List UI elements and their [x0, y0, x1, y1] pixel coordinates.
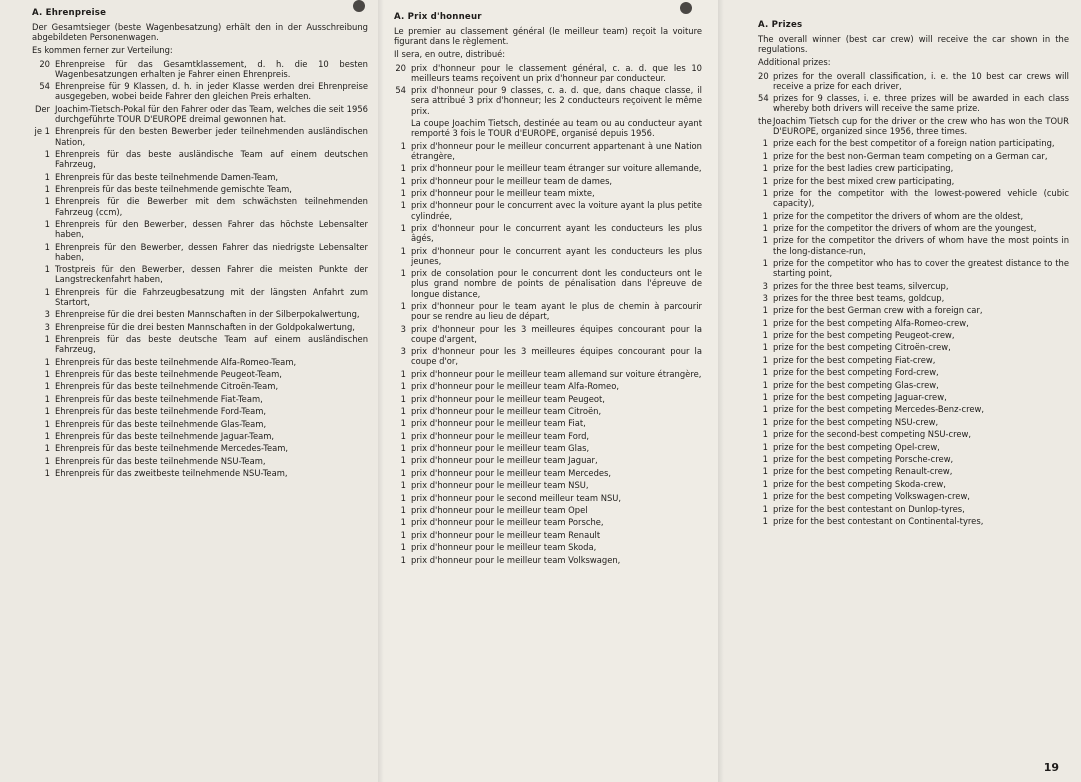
prize-count: 1: [44, 218, 50, 229]
list-item: [758, 404, 1069, 414]
prize-count: 1: [400, 542, 406, 553]
prize-description: prize for the competitor the drivers of whom have the most points in the long-distance-run,: [773, 235, 1069, 256]
prize-description: Ehrenpreise für die drei besten Mannschaften in der Silberpokalwertung,: [55, 309, 360, 320]
prize-count: 1: [762, 354, 768, 365]
prize-count: 54: [758, 93, 769, 104]
list-item: [32, 406, 368, 416]
english-intro-paragraph: The overall winner (best car crew) will receive the car shown in the regulations.: [758, 34, 1069, 55]
prize-count: 1: [762, 441, 768, 452]
prize-count: 1: [762, 222, 768, 233]
prize-description: prizes for the overall classification, i. e. the 10 best car crews will receive a prize for each driver,: [773, 70, 1069, 91]
list-item: [758, 380, 1069, 390]
prize-description: prix d'honneur pour le meilleur team Mercedes,: [411, 467, 612, 478]
list-item: [394, 493, 702, 503]
list-item: [394, 118, 702, 138]
french-heading: A. Prix d'honneur: [394, 12, 482, 22]
prize-count: 20: [395, 62, 406, 73]
prize-count: 1: [44, 196, 50, 207]
list-item: [394, 418, 702, 428]
prize-description: Ehrenpreise für die drei besten Mannschaften in der Goldpokalwertung,: [55, 321, 355, 332]
prize-description: Ehrenpreis für die Bewerber mit dem schwächsten teilnehmenden Fahrzeug (ccm),: [55, 196, 368, 217]
list-item: [758, 151, 1069, 161]
prize-description: prix d'honneur pour le meilleur team mixte,: [411, 187, 595, 198]
list-item: [394, 324, 702, 344]
list-item: [32, 287, 368, 307]
prize-count: 54: [395, 85, 406, 96]
list-item: [758, 392, 1069, 402]
prize-description: Ehrenpreis für das beste teilnehmende Mercedes-Team,: [55, 443, 289, 454]
prize-count: 1: [762, 367, 768, 378]
list-item: [32, 184, 368, 194]
prize-description: prize for the best competing Renault-crew,: [773, 466, 953, 477]
list-item: [394, 346, 702, 366]
prize-description: prix d'honneur pour le meilleur team étranger sur voiture allemande,: [411, 163, 702, 174]
prize-description: prize for the competitor who has to cover the greatest distance to the starting point,: [773, 257, 1069, 279]
prize-count: 1: [44, 264, 50, 275]
prize-count: 1: [762, 210, 768, 221]
english-prize-list: [758, 71, 1069, 527]
binding-hole: [680, 2, 692, 14]
list-item: [758, 116, 1069, 136]
list-item: [758, 491, 1069, 501]
list-item: [758, 188, 1069, 208]
french-intro-paragraph: Le premier au classement général (le meilleur team) reçoit la voiture figurant dans le règlement.: [394, 26, 702, 47]
prize-description: prize for the best competing NSU-crew,: [773, 416, 939, 427]
prize-description: prize for the best competing Porsche-crew,: [773, 453, 954, 464]
prize-description: prizes for the three best teams, goldcup,: [773, 292, 945, 303]
prize-description: prix d'honneur pour le meilleur team Fiat,: [411, 418, 586, 429]
list-item: [32, 322, 368, 332]
prize-description: prize for the best competing Mercedes-Benz-crew,: [773, 404, 985, 415]
prize-description: prix d'honneur pour le meilleur team allemand sur voiture étrangère,: [411, 368, 702, 379]
german-page: [0, 0, 378, 782]
prize-count: 1: [762, 235, 768, 246]
prize-description: Ehrenpreis für den Bewerber, dessen Fahrer das höchste Lebensalter haben,: [55, 218, 368, 240]
prize-description: prix d'honneur pour le meilleur team Skoda,: [411, 542, 597, 553]
prize-count: 3: [400, 323, 406, 334]
prize-description: prize for the best competing Alfa-Romeo-crew,: [773, 317, 969, 328]
prize-description: Ehrenpreis für das zweitbeste teilnehmende NSU-Team,: [55, 468, 288, 479]
prize-description: prize for the best competing Ford-crew,: [773, 367, 939, 378]
prize-description: prix d'honneur pour le concurrent ayant les conducteurs les plus âgés,: [411, 222, 702, 244]
prize-count: 1: [400, 222, 406, 233]
prize-description: prize for the best competing Skoda-crew,: [773, 478, 946, 489]
prize-description: Ehrenpreis für den Bewerber, dessen Fahrer das niedrigste Lebensalter haben,: [55, 241, 368, 262]
prize-count: 1: [762, 404, 768, 415]
prize-description: prize for the best contestant on Dunlop-tyres,: [773, 503, 965, 514]
prize-count: 1: [400, 418, 406, 429]
prize-count: 1: [400, 480, 406, 491]
list-item: [32, 369, 368, 379]
list-item: [758, 211, 1069, 221]
list-item: [394, 443, 702, 453]
prize-description: prize for the best contestant on Continental-tyres,: [773, 515, 984, 526]
list-item: [758, 330, 1069, 340]
prize-description: prize for the best mixed crew participating,: [773, 175, 955, 186]
list-item: [394, 555, 702, 565]
list-item: [394, 480, 702, 490]
prize-description: prix d'honneur pour 9 classes, c. a. d. que, dans chaque classe, il sera attribué 3 prix d'honneur; les 2 conducteurs reçoivent le même prix.: [411, 85, 702, 116]
prize-count: 1: [400, 245, 406, 256]
prize-description: prize for the competitor the drivers of whom are the youngest,: [773, 222, 1037, 233]
prize-count: 1: [762, 330, 768, 341]
french-intro-paragraph: Il sera, en outre, distribué:: [394, 49, 506, 60]
prize-description: prix d'honneur pour le meilleur team de dames,: [411, 175, 613, 186]
prize-count: 1: [762, 453, 768, 464]
list-item: [394, 141, 702, 161]
prize-description: Ehrenpreis für das beste teilnehmende gemischte Team,: [55, 183, 292, 194]
prize-count: 1: [400, 492, 406, 503]
prize-count: [394, 118, 411, 138]
prize-count: 1: [762, 305, 768, 316]
prize-description: prize for the second-best competing NSU-crew,: [773, 429, 972, 440]
list-item: [32, 242, 368, 262]
list-item: [758, 442, 1069, 452]
list-item: [394, 394, 702, 404]
list-item: [394, 163, 702, 173]
prize-description: prix d'honneur pour le second meilleur team NSU,: [411, 492, 622, 503]
list-item: [758, 479, 1069, 489]
prize-count: 1: [44, 241, 50, 252]
prize-count: 1: [400, 517, 406, 528]
list-item: [394, 381, 702, 391]
prize-description: Ehrenpreis für das beste teilnehmende Peugeot-Team,: [55, 369, 282, 380]
prize-description: Joachim-Tietsch-Pokal für den Fahrer oder das Team, welches die seit 1956 durchgeführte TOUR D'EUROPE dreimal gewonnen hat.: [55, 103, 368, 124]
list-item: [758, 223, 1069, 233]
list-item: [758, 163, 1069, 173]
list-item: [758, 417, 1069, 427]
prize-description: prize for the best competing Peugeot-crew,: [773, 330, 955, 341]
list-item: [394, 542, 702, 552]
prize-description: prize for the best competing Jaguar-crew,: [773, 392, 947, 403]
german-heading: A. Ehrenpreise: [32, 8, 107, 18]
prize-description: prize for the competitor the drivers of whom are the oldest,: [773, 210, 1024, 221]
prize-description: prize each for the best competitor of a foreign nation participating,: [773, 138, 1055, 149]
prize-description: prix d'honneur pour le meilleur team Peugeot,: [411, 393, 605, 404]
list-item: [758, 504, 1069, 514]
prize-count: 1: [400, 443, 406, 454]
prize-count: 3: [44, 309, 50, 320]
prize-count: 1: [400, 505, 406, 516]
prize-count: 1: [44, 468, 50, 479]
list-item: [394, 268, 702, 299]
prize-description: Ehrenpreis für das beste teilnehmende Jaguar-Team,: [55, 431, 275, 442]
prize-description: prize for the best non-German team competing on a German car,: [773, 150, 1048, 161]
prize-description: prize for the best competing Fiat-crew,: [773, 354, 936, 365]
prize-description: prix d'honneur pour le meilleur team Volkswagen,: [411, 554, 621, 565]
list-item: [394, 406, 702, 416]
list-item: [394, 223, 702, 243]
prize-count: 1: [400, 175, 406, 186]
prize-count: 1: [400, 200, 406, 211]
prize-description: prix d'honneur pour le classement général, c. a. d. que les 10 meilleurs teams reçoivent un prix d'honneur par conducteur.: [411, 62, 702, 83]
list-item: [758, 305, 1069, 315]
prize-count: 20: [758, 70, 769, 81]
list-item: [758, 71, 1069, 91]
prize-description: prix d'honneur pour le concurrent ayant les conducteurs les plus jeunes,: [411, 245, 702, 266]
prize-description: Trostpreis für den Bewerber, dessen Fahrer die meisten Punkte der Langstreckenfahrt haben,: [55, 264, 368, 285]
prize-description: Ehrenpreis für das beste teilnehmende Damen-Team,: [55, 171, 279, 182]
list-item: [758, 138, 1069, 148]
prize-description: Ehrenpreis für das beste teilnehmende Citroën-Team,: [55, 381, 279, 392]
prize-count: the: [758, 115, 772, 126]
prize-description: prize for the competitor with the lowest-powered vehicle (cubic capacity),: [773, 187, 1069, 209]
list-item: [32, 381, 368, 391]
french-prize-list: [394, 63, 702, 565]
page-gutter-shadow: [378, 0, 384, 782]
list-item: [32, 81, 368, 101]
prize-count: Der: [34, 103, 50, 114]
prize-description: prize for the best competing Opel-crew,: [773, 441, 940, 452]
prize-description: Ehrenpreis für das beste deutsche Team auf einem ausländischen Fahrzeug,: [55, 334, 368, 355]
prize-count: 3: [762, 292, 768, 303]
list-item: [758, 93, 1069, 113]
prize-count: 1: [762, 416, 768, 427]
prize-description: prix d'honneur pour le meilleur team Ford,: [411, 430, 590, 441]
list-item: [32, 431, 368, 441]
english-heading: A. Prizes: [758, 20, 803, 30]
prize-count: 1: [44, 443, 50, 454]
prize-description: prix d'honneur pour le meilleur concurrent appartenant à une Nation étrangère,: [411, 140, 702, 161]
prize-count: 1: [44, 418, 50, 429]
prize-description: Ehrenpreise für 9 Klassen, d. h. in jeder Klasse werden drei Ehrenpreise ausgegeben, wobei beide Fahrer den gleichen Preis erhalten.: [55, 81, 368, 102]
list-item: [394, 85, 702, 116]
prize-count: 1: [762, 515, 768, 526]
prize-count: 3: [400, 346, 406, 357]
english-page: [718, 0, 1081, 782]
prize-count: 1: [44, 183, 50, 194]
prize-count: 1: [762, 503, 768, 514]
prize-count: 1: [400, 163, 406, 174]
prize-count: 1: [400, 430, 406, 441]
list-item: [758, 318, 1069, 328]
list-item: [758, 454, 1069, 464]
list-item: [394, 431, 702, 441]
list-item: [32, 264, 368, 284]
prize-count: 1: [762, 187, 768, 198]
list-item: [394, 369, 702, 379]
prize-description: Ehrenpreise für das Gesamtklassement, d. h. die 10 besten Wagenbesatzungen erhalten je Fahrer einen Ehrenpreis.: [55, 58, 368, 79]
list-item: [394, 301, 702, 321]
list-item: [32, 419, 368, 429]
prize-count: je 1: [34, 126, 50, 137]
prize-description: prizes for the three best teams, silvercup,: [773, 280, 949, 291]
page-gutter-shadow: [718, 0, 724, 782]
prize-description: Ehrenpreis für das beste ausländische Team auf einem deutschen Fahrzeug,: [55, 148, 368, 170]
list-item: [32, 334, 368, 354]
list-item: [758, 516, 1069, 526]
prize-count: 1: [762, 429, 768, 440]
prize-description: prix d'honneur pour les 3 meilleures équipes concourant pour la coupe d'or,: [411, 346, 702, 367]
prize-count: 1: [44, 369, 50, 380]
prize-count: 3: [762, 280, 768, 291]
prize-description: prix d'honneur pour les 3 meilleures équipes concourant pour la coupe d'argent,: [411, 323, 702, 344]
english-intro-paragraph: Additional prizes:: [758, 57, 831, 68]
list-item: [32, 468, 368, 478]
binding-hole: [353, 0, 365, 12]
prize-count: 1: [400, 187, 406, 198]
list-item: [394, 63, 702, 83]
prize-description: Ehrenpreis für den besten Bewerber jeder teilnehmenden ausländischen Nation,: [55, 126, 368, 147]
prize-count: 1: [400, 455, 406, 466]
prize-count: 1: [762, 491, 768, 502]
prize-count: 54: [39, 81, 50, 92]
prize-description: La coupe Joachim Tietsch, destinée au team ou au conducteur ayant remporté 3 fois le TOUR d'EUROPE, organisé depuis 1956.: [411, 118, 702, 139]
list-item: [758, 281, 1069, 291]
prize-count: 1: [44, 171, 50, 182]
list-item: [394, 455, 702, 465]
prize-description: prix d'honneur pour le meilleur team Glas,: [411, 443, 590, 454]
prize-description: prize for the best competing Citroën-crew,: [773, 342, 951, 353]
page-number: 19: [1043, 761, 1059, 774]
prize-count: 1: [400, 140, 406, 151]
prize-count: 1: [44, 381, 50, 392]
prize-count: 1: [400, 393, 406, 404]
list-item: [394, 505, 702, 515]
list-item: [394, 517, 702, 527]
prize-count: 1: [44, 286, 50, 297]
prize-description: prize for the best competing Glas-crew,: [773, 379, 939, 390]
prize-count: 1: [44, 356, 50, 367]
prize-count: 1: [44, 455, 50, 466]
list-item: [32, 172, 368, 182]
prize-description: Ehrenpreis für das beste teilnehmende Fiat-Team,: [55, 393, 263, 404]
list-item: [32, 456, 368, 466]
prize-count: 1: [44, 431, 50, 442]
prize-count: 3: [44, 321, 50, 332]
list-item: [32, 149, 368, 169]
prize-description: Joachim Tietsch cup for the driver or the crew who has won the TOUR D'EUROPE, organized since 1956, three times.: [773, 115, 1069, 136]
prize-description: prize for the best German crew with a foreign car,: [773, 305, 983, 316]
prize-count: 1: [400, 381, 406, 392]
prize-description: prix d'honneur pour le meilleur team Alfa-Romeo,: [411, 381, 620, 392]
prize-count: 1: [44, 334, 50, 345]
prize-count: 1: [44, 393, 50, 404]
prize-count: 1: [400, 300, 406, 311]
prize-description: prix d'honneur pour le meilleur team NSU,: [411, 480, 589, 491]
list-item: [758, 258, 1069, 278]
list-item: [758, 235, 1069, 255]
prize-count: 1: [762, 466, 768, 477]
prize-count: 1: [44, 406, 50, 417]
prize-count: 1: [400, 529, 406, 540]
prize-description: Ehrenpreis für das beste teilnehmende NSU-Team,: [55, 455, 266, 466]
prize-count: 1: [400, 368, 406, 379]
list-item: [32, 196, 368, 216]
prize-count: 1: [400, 467, 406, 478]
prize-count: 1: [762, 163, 768, 174]
list-item: [758, 355, 1069, 365]
prize-description: prize for the best ladies crew participating,: [773, 163, 954, 174]
prize-description: prix d'honneur pour le meilleur team Citroën,: [411, 405, 602, 416]
prize-description: Ehrenpreis für das beste teilnehmende Ford-Team,: [55, 406, 267, 417]
german-intro-paragraph: Es kommen ferner zur Verteilung:: [32, 45, 173, 56]
list-item: [32, 309, 368, 319]
prize-description: Ehrenpreis für das beste teilnehmende Glas-Team,: [55, 418, 267, 429]
prize-description: prix d'honneur pour le meilleur team Porsche,: [411, 517, 604, 528]
list-item: [394, 530, 702, 540]
german-prize-list: [32, 59, 368, 479]
prize-count: 1: [762, 342, 768, 353]
prize-count: 1: [762, 392, 768, 403]
list-item: [758, 466, 1069, 476]
list-item: [758, 342, 1069, 352]
prize-description: prix de consolation pour le concurrent dont les conducteurs ont le plus grand nombre de points de pénalisation dans l'épreuve de longue distance,: [411, 268, 702, 299]
list-item: [758, 429, 1069, 439]
prize-description: Ehrenpreis für die Fahrzeugbesatzung mit der längsten Anfahrt zum Startort,: [55, 286, 368, 307]
french-page: [378, 0, 718, 782]
list-item: [32, 394, 368, 404]
prize-description: prix d'honneur pour le concurrent avec la voiture ayant la plus petite cylindrée,: [411, 200, 702, 221]
prize-description: Ehrenpreis für das beste teilnehmende Alfa-Romeo-Team,: [55, 356, 297, 367]
list-item: [758, 293, 1069, 303]
prize-count: 1: [762, 478, 768, 489]
list-item: [32, 59, 368, 79]
prize-count: 20: [39, 58, 50, 69]
prize-count: 1: [762, 379, 768, 390]
prize-count: 1: [400, 554, 406, 565]
prize-description: prix d'honneur pour le meilleur team Jaguar,: [411, 455, 598, 466]
prize-count: 1: [762, 257, 768, 268]
prize-count: 1: [400, 405, 406, 416]
prize-description: prix d'honneur pour le meilleur team Opel: [411, 505, 588, 516]
list-item: [32, 126, 368, 146]
prize-description: prizes for 9 classes, i. e. three prizes will be awarded in each class whereby both drivers will receive the same prize.: [773, 93, 1069, 114]
prize-description: prix d'honneur pour le meilleur team Renault: [411, 529, 601, 540]
prize-count: 1: [762, 150, 768, 161]
list-item: [394, 188, 702, 198]
prize-description: prize for the best competing Volkswagen-crew,: [773, 491, 970, 502]
prize-count: 1: [762, 175, 768, 186]
prize-count: 1: [44, 148, 50, 159]
prize-count: 1: [400, 268, 406, 279]
list-item: [32, 443, 368, 453]
prize-description: prix d'honneur pour le team ayant le plus de chemin à parcourir pour se rendre au lieu de départ,: [411, 300, 702, 322]
list-item: [32, 357, 368, 367]
list-item: [394, 200, 702, 220]
prize-count: 1: [762, 138, 768, 149]
german-intro-paragraph: Der Gesamtsieger (beste Wagenbesatzung) erhält den in der Ausschreibung abgebildeten Personenwagen.: [32, 22, 368, 43]
list-item: [32, 219, 368, 239]
list-item: [758, 176, 1069, 186]
list-item: [394, 246, 702, 266]
prize-count: 1: [762, 317, 768, 328]
list-item: [394, 176, 702, 186]
list-item: [758, 367, 1069, 377]
list-item: [32, 104, 368, 124]
list-item: [394, 468, 702, 478]
